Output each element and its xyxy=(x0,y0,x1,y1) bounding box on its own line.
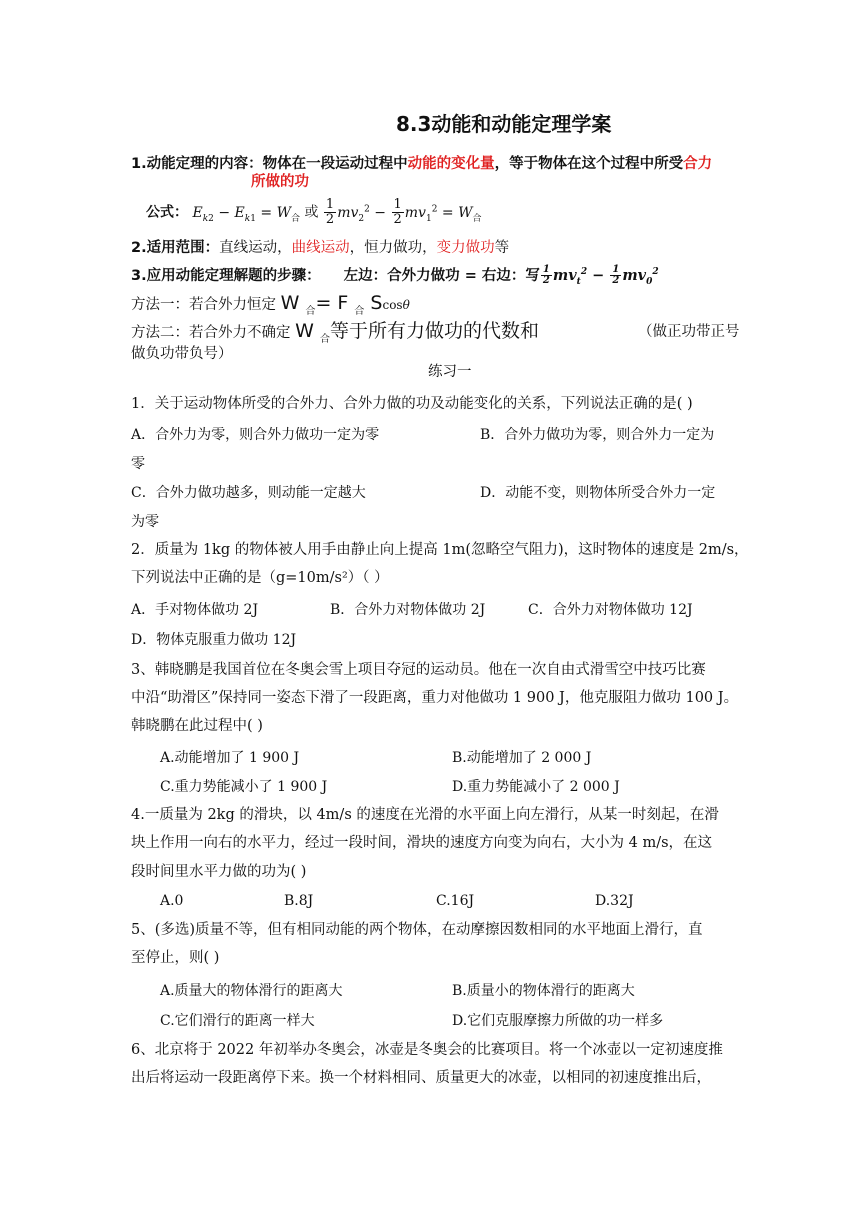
section-2-scope xyxy=(131,238,509,258)
q3-stem-2: 中沿“助滑区”保持同一姿态下滑了一段距离，重力对他做功 1 900 J，他克服阻力做功 100 J。 xyxy=(131,690,739,706)
s1-mid: ，等于物体在这个过程中所受 xyxy=(494,156,684,172)
q5-option-b: B.质量小的物体滑行的距离大 xyxy=(452,983,635,999)
formula-line xyxy=(146,198,481,227)
formula-or: 或 xyxy=(304,204,319,221)
m1-formula: W $_合$= F $_合$ Scosθ xyxy=(280,292,410,317)
q2-option-b: B．合外力对物体做功 2J xyxy=(330,602,486,618)
q2-stem-2: 下列说法中正确的是（g=10m/s²）（ ） xyxy=(131,570,389,586)
q4-stem-3: 段时间里水平力做的功为( ) xyxy=(131,864,307,880)
q5-option-a: A.质量大的物体滑行的距离大 xyxy=(160,983,343,999)
m2-text: 方法二：若合外力不确定 xyxy=(131,325,291,341)
q1-option-a: A．合外力为零，则合外力做功一定为零 xyxy=(131,427,380,443)
q4-option-b: B.8J xyxy=(284,893,314,909)
s2-red-variable: 变力做功 xyxy=(436,240,495,256)
q5-option-c: C.它们滑行的距离一样大 xyxy=(160,1013,315,1029)
m2-big: 等于所有力做功的代数和 xyxy=(329,320,539,342)
q2-stem-1: 2．质量为 1kg 的物体被人用手由静止向上提高 1m(忽略空气阻力)，这时物体的速度是 2m/s， xyxy=(131,542,749,558)
exercise-heading: 练习一 xyxy=(428,364,472,380)
formula-expression-2: $\frac{1}{2}$ $mv_2^2$ − $\frac{1}{2}$ $mv_1^2 = W_合$ xyxy=(325,197,482,227)
q4-option-d: D.32J xyxy=(595,893,634,909)
page-title: 8.3动能和动能定理学案 xyxy=(396,112,612,136)
q3-option-d: D.重力势能减小了 2 000 J xyxy=(452,779,620,795)
m2-w: W $_合$ xyxy=(295,320,330,345)
q1-option-b-cont: 零 xyxy=(131,456,145,472)
section-1-theorem xyxy=(131,154,712,174)
s3-mid: 左边：合外力做功 = 右边：写 xyxy=(343,267,540,284)
q3-stem-3: 韩晓鹏在此过程中( ) xyxy=(131,718,263,734)
s2-text-2: ，恒力做功， xyxy=(349,240,437,256)
q1-option-d: D．动能不变，则物体所受合外力一定 xyxy=(480,485,716,501)
q3-option-c: C.重力势能减小了 1 900 J xyxy=(160,779,328,795)
formula-label: 公式： xyxy=(146,204,188,221)
q1-option-c: C．合外力做功越多，则动能一定越大 xyxy=(131,485,366,501)
m2-note: （做正功带正号 xyxy=(638,324,740,340)
q2-option-d: D．物体克服重力做功 12J xyxy=(131,632,297,648)
q2-option-c: C．合外力对物体做功 12J xyxy=(528,602,693,618)
s3-prefix: 3.应用动能定理解题的步骤： xyxy=(131,267,321,284)
s2-text-1: 直线运动， xyxy=(219,240,292,256)
q6-stem-1: 6、北京将于 2022 年初举办冬奥会，冰壶是冬奥会的比赛项目。将一个冰壶以一定初速度推 xyxy=(131,1042,723,1058)
s1-red-ke-change: 动能的变化量 xyxy=(407,156,495,172)
s1-red-work: 所做的功 xyxy=(251,174,309,190)
q3-option-a: A.动能增加了 1 900 J xyxy=(160,750,300,766)
q5-stem-2: 至停止，则( ) xyxy=(131,950,220,966)
q1-option-d-cont: 为零 xyxy=(131,514,159,530)
q4-stem-2: 块上作用一向右的水平力，经过一段时间，滑块的速度方向变为向右，大小为 4 m/s，在这 xyxy=(131,835,713,851)
q4-stem-1: 4.一质量为 2kg 的滑块，以 4m/s 的速度在光滑的水平面上向左滑行，从某一时刻起，在滑 xyxy=(131,807,719,823)
q1-stem: 1．关于运动物体所受的合外力、合外力做的功及动能变化的关系，下列说法正确的是( ) xyxy=(131,396,693,412)
q4-option-a: A.0 xyxy=(160,893,184,909)
m1-text: 方法一：若合外力恒定 xyxy=(131,297,276,313)
s3-formula: $\frac{1}{2}$ $mv_t^2$ − $\frac{1}{2}$ $mv_0^2$ xyxy=(542,264,659,287)
s2-prefix: 2.适用范围： xyxy=(131,240,220,256)
q5-option-d: D.它们克服摩擦力所做的功一样多 xyxy=(452,1013,664,1029)
s1-red-net-force: 合力 xyxy=(683,156,713,172)
q3-stem-1: 3、韩晓鹏是我国首位在冬奥会雪上项目夺冠的运动员。他在一次自由式滑雪空中技巧比赛 xyxy=(131,662,706,678)
section-3-steps xyxy=(131,262,659,292)
formula-expression-1: $E_{k2} - E_{k1} = W_合$ xyxy=(192,204,301,224)
s2-red-curve: 曲线运动 xyxy=(291,240,350,256)
s2-text-3: 等 xyxy=(494,240,510,256)
q1-option-b: B．合外力做功为零，则合外力一定为 xyxy=(480,427,715,443)
q4-option-c: C.16J xyxy=(436,893,475,909)
q5-stem-1: 5、(多选)质量不等，但有相同动能的两个物体，在动摩擦因数相同的水平地面上滑行，直 xyxy=(131,922,703,938)
q2-option-a: A．手对物体做功 2J xyxy=(131,602,259,618)
s1-prefix: 1.动能定理的内容：物体在一段运动过程中 xyxy=(131,156,408,172)
q3-option-b: B.动能增加了 2 000 J xyxy=(452,750,592,766)
q6-stem-2: 出后将运动一段距离停下来。换一个材料相同、质量更大的冰壶，以相同的初速度推出后， xyxy=(131,1070,711,1086)
m2-note-2: 做负功带负号） xyxy=(131,346,233,362)
